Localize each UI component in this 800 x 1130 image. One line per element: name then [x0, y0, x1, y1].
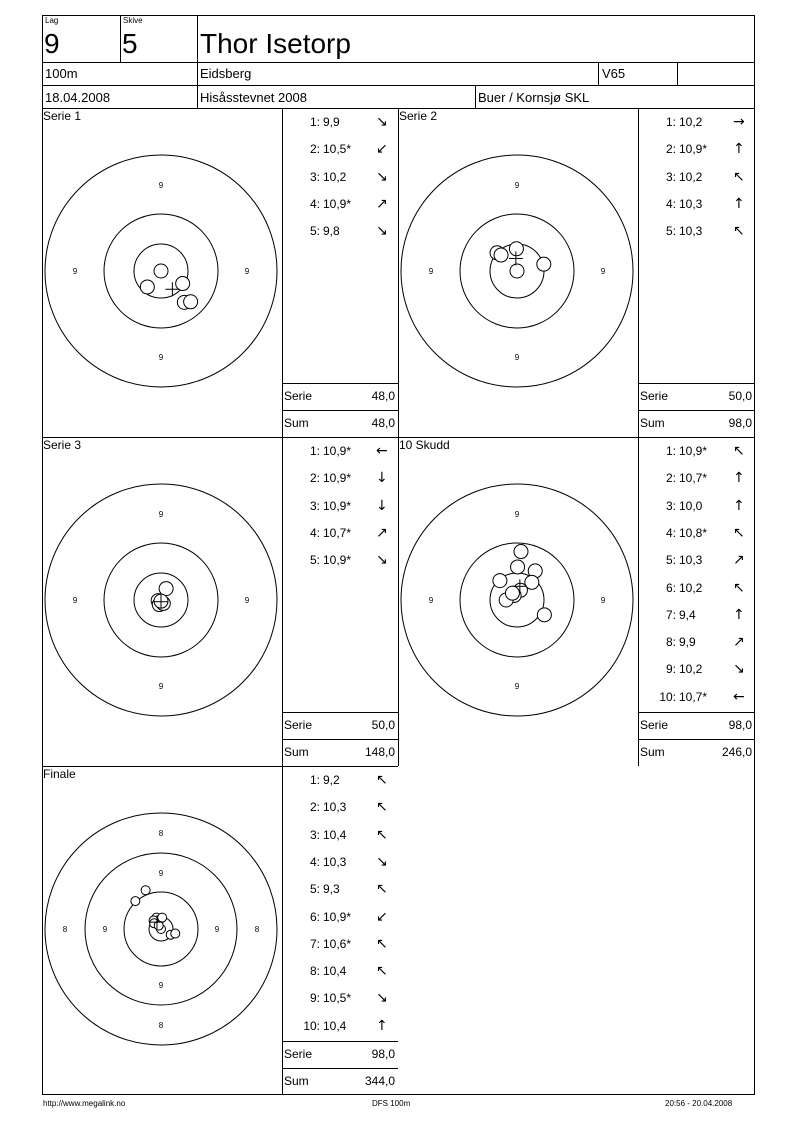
shot-number: 3:: [665, 169, 676, 184]
ring-number: 9: [158, 181, 164, 190]
shot-direction-icon: →: [733, 114, 745, 130]
target-face: [41, 121, 281, 421]
shot-score: 10,3: [323, 800, 347, 815]
shot-score: 9,9: [679, 635, 696, 650]
shot-direction-icon: ↗: [733, 634, 745, 651]
shot-number: 3:: [309, 827, 320, 842]
shot-score: 9,4: [679, 607, 696, 622]
sum-label: Sum: [640, 416, 665, 430]
shot-score: 10,8*: [679, 525, 708, 540]
ring-number: 9: [428, 596, 434, 605]
ring-number: 9: [514, 353, 520, 362]
serie-value: 98,0: [371, 1047, 395, 1061]
shot-score: 10,7*: [323, 525, 352, 540]
shot-score: 10,0: [679, 498, 703, 513]
shot-hole: [184, 295, 198, 309]
shooter-name: Thor Isetorp: [200, 28, 351, 59]
shot-score: 10,6*: [323, 936, 352, 951]
shot-hole: [154, 264, 168, 278]
ring-number: 9: [102, 925, 108, 934]
target-face: [41, 450, 281, 750]
shot-number: 1:: [665, 115, 676, 129]
shot-direction-icon: ↗: [376, 195, 388, 212]
shot-direction-icon: ↘: [376, 853, 388, 870]
shot-score: 10,9*: [323, 471, 352, 486]
serie-label: Serie: [284, 718, 313, 732]
shot-score: 10,4: [323, 964, 347, 979]
shot-score: 10,5*: [323, 991, 352, 1006]
shot-hole: [131, 897, 140, 906]
class: V65: [602, 66, 626, 81]
shot-number: 2:: [309, 142, 320, 157]
club: Buer / Kornsjø SKL: [478, 90, 590, 105]
shot-score: 9,2: [323, 773, 340, 787]
sum-value: 344,0: [364, 1074, 395, 1088]
shot-direction-icon: ↖: [733, 524, 745, 541]
serie-label: Serie: [640, 718, 669, 732]
shot-direction-icon: ↑: [733, 606, 745, 623]
shot-number: 9:: [665, 662, 676, 677]
shot-score: 10,2: [679, 115, 703, 129]
shot-number: 2:: [309, 800, 320, 815]
shot-score: 10,9*: [679, 142, 708, 157]
shot-number: 5:: [309, 553, 320, 568]
serie-value: 50,0: [728, 389, 752, 403]
shot-direction-icon: ↖: [376, 881, 388, 898]
ring-number: 9: [158, 510, 164, 519]
totals-rule: [638, 712, 755, 713]
shot-score: 10,9*: [323, 444, 352, 458]
shot-hole: [140, 280, 154, 294]
footer-center: DFS 100m: [372, 1099, 411, 1108]
shot-score: 10,2: [679, 662, 703, 677]
lag-label: Lag: [45, 16, 59, 25]
header-divider: [120, 15, 121, 62]
shot-number: 7:: [309, 936, 320, 951]
shot-direction-icon: ↖: [376, 963, 388, 980]
shot-score: 10,7*: [679, 689, 708, 704]
panel-divider: [42, 766, 398, 767]
totals-rule: [282, 1068, 398, 1069]
ring-number: 9: [244, 596, 250, 605]
ring-number: 8: [158, 829, 164, 838]
panel-title: Finale: [43, 767, 76, 781]
shot-number: 9:: [309, 991, 320, 1006]
skive-label: Skive: [123, 16, 143, 25]
ring-number: 9: [600, 267, 606, 276]
sum-value: 148,0: [364, 745, 395, 759]
shot-number: 4:: [309, 196, 320, 211]
shot-hole: [510, 264, 524, 278]
shot-hole: [171, 929, 180, 938]
shot-direction-icon: ↗: [733, 552, 745, 569]
ring-number: 9: [72, 267, 78, 276]
shot-number: 1:: [309, 115, 320, 129]
footer-url: http://www.megalink.no: [43, 1099, 126, 1108]
sum-label: Sum: [640, 745, 665, 759]
ring-number: 9: [214, 925, 220, 934]
shot-score: 10,2: [679, 580, 703, 595]
shot-score: 10,9*: [323, 909, 352, 924]
shot-direction-icon: ↖: [733, 223, 745, 240]
shot-hole: [514, 545, 528, 559]
shot-score: 10,2: [679, 169, 703, 184]
shot-score: 10,3: [679, 553, 703, 568]
shot-direction-icon: ↑: [733, 497, 745, 514]
totals-rule: [282, 383, 398, 384]
shot-number: 4:: [309, 525, 320, 540]
shot-number: 2:: [309, 471, 320, 486]
sum-label: Sum: [284, 1074, 309, 1088]
shot-score: 10,2: [323, 169, 347, 184]
ring-number: 8: [254, 925, 260, 934]
sum-value: 98,0: [728, 416, 752, 430]
ring-number: 9: [72, 596, 78, 605]
shot-number: 2:: [665, 142, 676, 157]
shot-direction-icon: ↓: [376, 470, 388, 487]
header-divider: [598, 62, 599, 85]
shot-direction-icon: ↖: [733, 443, 745, 459]
panel-title: Serie 1: [43, 109, 82, 123]
target-face: [397, 450, 637, 750]
shot-number: 4:: [665, 525, 676, 540]
shot-direction-icon: ↘: [376, 168, 388, 185]
shot-direction-icon: ←: [733, 688, 745, 705]
totals-rule: [282, 739, 398, 740]
shot-direction-icon: ↘: [376, 552, 388, 569]
sum-value: 48,0: [371, 416, 395, 430]
shot-direction-icon: ↖: [733, 168, 745, 185]
shot-score: 10,9*: [323, 196, 352, 211]
shot-score: 10,4: [323, 1018, 347, 1033]
totals-rule: [638, 739, 755, 740]
ring-number: 9: [428, 267, 434, 276]
shot-number: 5:: [665, 224, 676, 239]
ring-number: 9: [600, 596, 606, 605]
serie-label: Serie: [284, 389, 313, 403]
shot-number: 3:: [309, 498, 320, 513]
shot-number: 4:: [309, 854, 320, 869]
sum-value: 246,0: [721, 745, 752, 759]
shot-number: 5:: [665, 553, 676, 568]
header-rule: [42, 85, 755, 86]
shot-score: 10,3: [679, 224, 703, 239]
shot-number: 8:: [309, 964, 320, 979]
target-face: [41, 779, 281, 1079]
shot-hole: [141, 886, 150, 895]
panel-title: Serie 3: [43, 438, 82, 452]
header-rule: [42, 62, 755, 63]
shot-score: 10,9*: [323, 498, 352, 513]
shot-hole: [509, 242, 523, 256]
distance: 100m: [45, 66, 78, 81]
totals-rule: [282, 1041, 398, 1042]
skive-value: 5: [122, 28, 138, 59]
panel-divider: [282, 108, 283, 1095]
shot-number: 6:: [665, 580, 676, 595]
shot-score: 10,4: [323, 827, 347, 842]
shot-direction-icon: ↘: [376, 223, 388, 240]
shot-direction-icon: ↖: [733, 579, 745, 596]
header-divider: [475, 85, 476, 108]
serie-value: 98,0: [728, 718, 752, 732]
shot-score: 10,3: [679, 196, 703, 211]
shot-number: 3:: [665, 498, 676, 513]
shot-hole: [537, 257, 551, 271]
shot-hole: [505, 586, 519, 600]
sum-label: Sum: [284, 416, 309, 430]
header-divider: [677, 62, 678, 85]
target-face: [397, 121, 637, 421]
shot-hole: [176, 277, 190, 291]
shot-number: 8:: [665, 635, 676, 650]
shot-direction-icon: ←: [376, 443, 388, 459]
shot-direction-icon: ↙: [376, 908, 388, 925]
shot-number: 6:: [309, 909, 320, 924]
shot-score: 10,5*: [323, 142, 352, 157]
shot-direction-icon: ↑: [376, 1017, 388, 1034]
shot-number: 10:: [659, 689, 676, 704]
shot-direction-icon: ↘: [733, 661, 745, 678]
ring-number: 9: [158, 869, 164, 878]
shot-direction-icon: ↘: [376, 990, 388, 1007]
ring-number: 8: [158, 1021, 164, 1030]
ring-number: 9: [514, 510, 520, 519]
shot-direction-icon: ↖: [376, 935, 388, 952]
shot-score: 9,9: [323, 115, 340, 129]
ring-number: 9: [158, 981, 164, 990]
shot-hole: [493, 574, 507, 588]
ring-number: 9: [514, 682, 520, 691]
shot-score: 10,9*: [323, 553, 352, 568]
serie-value: 48,0: [371, 389, 395, 403]
totals-rule: [282, 410, 398, 411]
shot-number: 1:: [309, 444, 320, 458]
shot-direction-icon: ↑: [733, 470, 745, 487]
shot-number: 2:: [665, 471, 676, 486]
shot-direction-icon: ↓: [376, 497, 388, 514]
ring-number: 9: [158, 353, 164, 362]
serie-value: 50,0: [371, 718, 395, 732]
shot-direction-icon: ↑: [733, 195, 745, 212]
shot-hole: [494, 248, 508, 262]
shot-number: 4:: [665, 196, 676, 211]
lag-value: 9: [44, 28, 60, 59]
shot-hole: [159, 582, 173, 596]
panel-title: Serie 2: [399, 109, 438, 123]
shot-direction-icon: ↑: [733, 141, 745, 158]
panel-title: 10 Skudd: [399, 438, 450, 452]
serie-label: Serie: [284, 1047, 313, 1061]
shot-number: 10:: [303, 1018, 320, 1033]
shot-hole: [511, 560, 525, 574]
shot-direction-icon: ↗: [376, 524, 388, 541]
shot-score: 9,3: [323, 882, 340, 897]
shot-number: 5:: [309, 224, 320, 239]
shot-number: 5:: [309, 882, 320, 897]
shot-number: 3:: [309, 169, 320, 184]
shot-direction-icon: ↖: [376, 826, 388, 843]
footer-timestamp: 20:56 - 20.04.2008: [665, 1099, 733, 1108]
totals-rule: [282, 712, 398, 713]
event-name: Hisåsstevnet 2008: [200, 90, 307, 105]
shot-hole: [537, 608, 551, 622]
date: 18.04.2008: [45, 90, 111, 105]
shot-score: 10,3: [323, 854, 347, 869]
shot-direction-icon: ↙: [376, 141, 388, 158]
totals-rule: [638, 410, 755, 411]
ring-number: 9: [514, 181, 520, 190]
ring-number: 9: [244, 267, 250, 276]
totals-rule: [638, 383, 755, 384]
ring-number: 9: [158, 682, 164, 691]
serie-label: Serie: [640, 389, 669, 403]
shot-score: 10,9*: [679, 444, 708, 458]
sum-label: Sum: [284, 745, 309, 759]
shot-number: 1:: [309, 773, 320, 787]
shot-score: 10,7*: [679, 471, 708, 486]
shot-direction-icon: ↖: [376, 799, 388, 816]
shot-number: 1:: [665, 444, 676, 458]
ring-number: 8: [62, 925, 68, 934]
location: Eidsberg: [200, 66, 252, 81]
shot-score: 9,8: [323, 224, 340, 239]
shot-direction-icon: ↘: [376, 114, 388, 130]
shot-direction-icon: ↖: [376, 772, 388, 788]
shot-number: 7:: [665, 607, 676, 622]
